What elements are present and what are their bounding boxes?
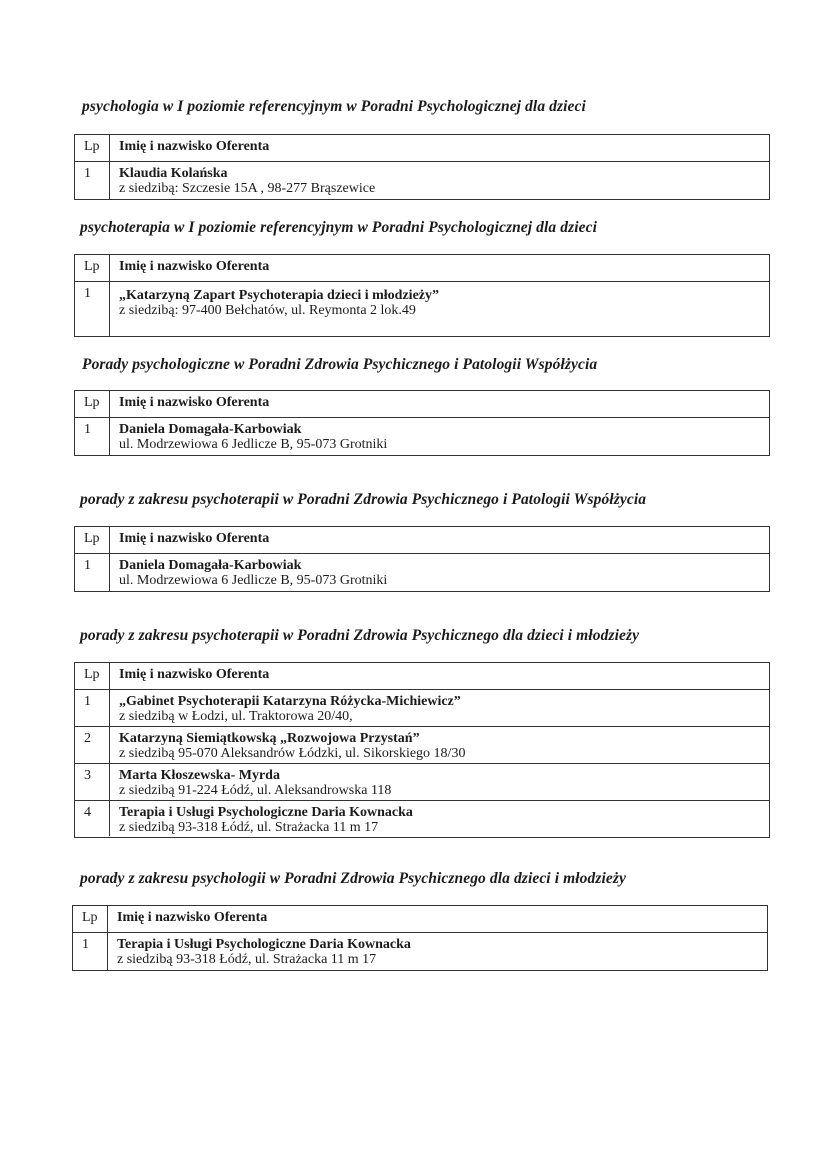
row-lp: 4: [75, 801, 110, 836]
offerent-name: „Gabinet Psychoterapii Katarzyna Różycka-Michiewicz”: [119, 694, 461, 709]
row-offerent: [119, 166, 375, 196]
header-name: Imię i nazwisko Oferenta: [117, 910, 268, 925]
header-lp: Lp: [75, 255, 110, 281]
section-title: porady z zakresu psychologii w Poradni Zdrowia Psychicznego dla dzieci i młodzieży: [80, 870, 626, 887]
section-title: psychologia w I poziomie referencyjnym w Poradni Psychologicznej dla dzieci: [82, 98, 586, 115]
header-lp: Lp: [75, 391, 110, 417]
offerent-address: z siedzibą 91-224 Łódź, ul. Aleksandrowska 118: [119, 783, 392, 798]
offerent-address: z siedzibą 93-318 Łódź, ul. Strażacka 11 m 17: [117, 952, 377, 967]
row-offerent: [119, 422, 387, 452]
offerent-address: ul. Modrzewiowa 6 Jedlicze B, 95-073 Grotniki: [119, 573, 388, 588]
offerent-name: Daniela Domagała-Karbowiak: [119, 558, 302, 573]
offerent-address: z siedzibą 93-318 Łódź, ul. Strażacka 11 m 17: [119, 820, 379, 835]
table-header-row: [75, 135, 769, 161]
section-title: porady z zakresu psychoterapii w Poradni Zdrowia Psychicznego dla dzieci i młodzieży: [80, 627, 640, 644]
row-lp: 1: [75, 282, 110, 336]
row-offerent: [117, 937, 411, 967]
row-lp: 1: [75, 162, 110, 199]
table-header-row: [75, 663, 769, 689]
table-row: [75, 161, 769, 199]
offerent-address: ul. Modrzewiowa 6 Jedlicze B, 95-073 Grotniki: [119, 437, 388, 452]
offerent-address: z siedzibą w Łodzi, ul. Traktorowa 20/40,: [119, 709, 353, 724]
row-lp: 3: [75, 764, 110, 800]
offerents-table: [74, 254, 770, 337]
offerents-table: [72, 905, 768, 971]
table-row: [75, 800, 769, 836]
section-title: psychoterapia w I poziomie referencyjnym w Poradni Psychologicznej dla dzieci: [80, 219, 598, 236]
offerents-table: [74, 662, 770, 838]
row-offerent: [119, 694, 461, 724]
offerent-name: Terapia i Usługi Psychologiczne Daria Kownacka: [119, 805, 413, 820]
table-header-row: [75, 527, 769, 553]
section-title: porady z zakresu psychoterapii w Poradni Zdrowia Psychicznego i Patologii Współżycia: [80, 491, 647, 508]
row-offerent: [119, 288, 439, 318]
header-name: Imię i nazwisko Oferenta: [119, 395, 270, 410]
table-row: [73, 932, 767, 970]
row-offerent: [119, 805, 413, 835]
table-row: [75, 689, 769, 726]
header-name: Imię i nazwisko Oferenta: [119, 531, 270, 546]
header-lp: Lp: [73, 906, 108, 932]
row-offerent: [119, 731, 465, 761]
row-lp: 1: [75, 554, 110, 591]
offerent-name: Klaudia Kolańska: [119, 166, 228, 181]
table-row: [75, 763, 769, 800]
row-lp: 1: [75, 418, 110, 455]
section-title: Porady psychologiczne w Poradni Zdrowia Psychicznego i Patologii Współżycia: [82, 356, 598, 373]
offerent-name: Terapia i Usługi Psychologiczne Daria Kownacka: [117, 937, 411, 952]
header-name: Imię i nazwisko Oferenta: [119, 139, 270, 154]
offerents-table: [74, 390, 770, 456]
header-lp: Lp: [75, 135, 110, 161]
offerents-table: [74, 134, 770, 200]
table-header-row: [75, 255, 769, 281]
offerent-name: „Katarzyną Zapart Psychoterapia dzieci i młodzieży”: [119, 288, 439, 303]
row-lp: 1: [75, 690, 110, 726]
table-row: [75, 726, 769, 763]
offerent-name: Daniela Domagała-Karbowiak: [119, 422, 302, 437]
offerent-name: Katarzyną Siemiątkowską „Rozwojowa Przystań”: [119, 731, 420, 746]
table-row: [75, 281, 769, 336]
table-row: [75, 417, 769, 455]
offerent-address: z siedzibą: 97-400 Bełchatów, ul. Reymonta 2 lok.49: [119, 303, 416, 318]
table-row: [75, 553, 769, 591]
header-lp: Lp: [75, 527, 110, 553]
header-name: Imię i nazwisko Oferenta: [119, 667, 270, 682]
offerent-address: z siedzibą: Szczesie 15A , 98-277 Brąszewice: [119, 181, 376, 196]
table-header-row: [73, 906, 767, 932]
offerent-address: z siedzibą 95-070 Aleksandrów Łódzki, ul. Sikorskiego 18/30: [119, 746, 466, 761]
offerents-table: [74, 526, 770, 592]
header-name: Imię i nazwisko Oferenta: [119, 259, 270, 274]
row-offerent: [119, 768, 391, 798]
row-offerent: [119, 558, 387, 588]
table-header-row: [75, 391, 769, 417]
header-lp: Lp: [75, 663, 110, 689]
row-lp: 1: [73, 933, 108, 970]
offerent-name: Marta Kłoszewska- Myrda: [119, 768, 280, 783]
row-lp: 2: [75, 727, 110, 763]
